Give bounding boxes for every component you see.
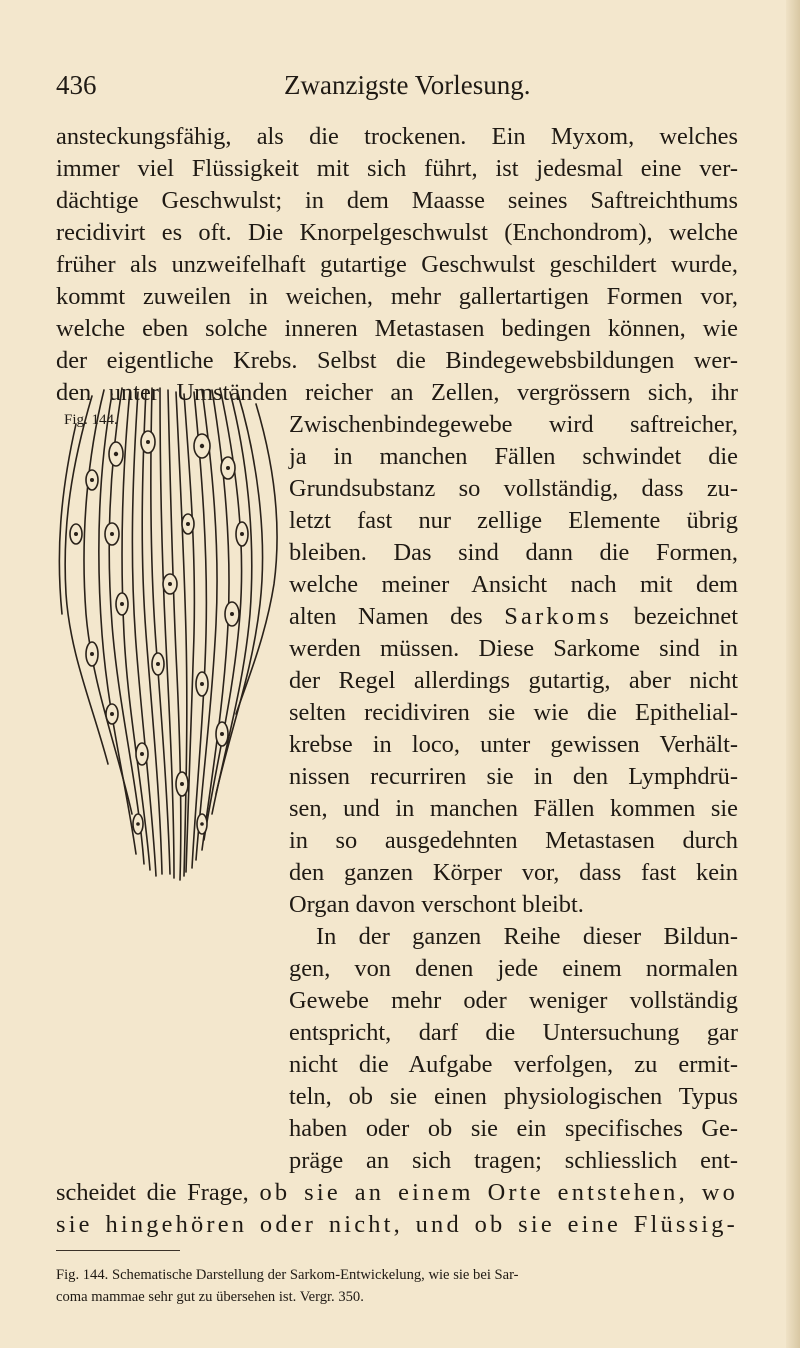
page-number: 436 — [56, 70, 97, 100]
text-line: ansteckungsfähig, als die trockenen. Ein Myxom, welches — [56, 123, 738, 150]
text-line: letzt fast nur zellige Elemente übrig — [289, 507, 738, 534]
text-line-emphasized: sie hingehören oder nicht, und ob sie eine Flüssig- — [56, 1211, 738, 1238]
text-line: Gewebe mehr oder weniger vollständig — [289, 987, 738, 1014]
text-line: gen, von denen jede einem normalen — [289, 955, 738, 982]
figure-caption-line: coma mammae sehr gut zu übersehen ist. Vergr. 350. — [56, 1289, 364, 1305]
text-line: selten recidiviren sie wie die Epithelial- — [289, 699, 738, 726]
figure-label: Fig. 144. — [64, 412, 118, 428]
text-line: entspricht, darf die Untersuchung gar — [289, 1019, 738, 1046]
text-line: nissen recurriren sie in den Lymphdrü- — [289, 763, 738, 790]
text-line: recidivirt es oft. Die Knorpelgeschwulst (Enchondrom), welche — [56, 219, 738, 246]
text-line: Organ davon verschont bleibt. — [289, 891, 584, 918]
text-line: kommt zuweilen in weichen, mehr gallertartigen Formen vor, — [56, 283, 738, 310]
text-line: immer viel Flüssigkeit mit sich führt, ist jedesmal eine ver- — [56, 155, 738, 182]
text-line: bleiben. Das sind dann die Formen, — [289, 539, 738, 566]
text-line: werden müssen. Diese Sarkome sind in — [289, 635, 738, 662]
text-line: In der ganzen Reihe dieser Bildun- — [316, 923, 738, 950]
text-segment: bezeichnet — [633, 603, 738, 630]
text-line: den unter Umständen reicher an Zellen, vergrössern sich, ihr — [56, 379, 738, 406]
text-line-frage — [56, 1178, 738, 1208]
emphasized-text: ob sie an einem Orte entstehen, wo — [259, 1179, 738, 1206]
text-line: in so ausgedehnten Metastasen durch — [289, 827, 738, 854]
text-line: dächtige Geschwulst; in dem Maasse seines Saftreichthums — [56, 187, 738, 214]
sarcoma-figure-illustration — [52, 384, 284, 884]
text-line: welche eben solche inneren Metastasen bedingen können, wie — [56, 315, 738, 342]
footnote-rule — [56, 1250, 180, 1251]
text-line: sen, und in manchen Fällen kommen sie — [289, 795, 738, 822]
text-line: welche meiner Ansicht nach mit dem — [289, 571, 738, 598]
text-line: Zwischenbindegewebe wird saftreicher, — [289, 411, 738, 438]
text-segment: alten Namen des — [289, 603, 483, 630]
text-line: der eigentliche Krebs. Selbst die Bindegewebsbildungen wer- — [56, 347, 738, 374]
page-edge — [786, 0, 800, 1348]
text-line: haben oder ob sie ein specifisches Ge- — [289, 1115, 738, 1142]
text-line: Grundsubstanz so vollständig, dass zu- — [289, 475, 738, 502]
emphasized-term: Sarkoms — [504, 603, 613, 630]
text-line: teln, ob sie einen physiologischen Typus — [289, 1083, 738, 1110]
text-line: früher als unzweifelhaft gutartige Geschwulst geschildert wurde, — [56, 251, 738, 278]
text-line: präge an sich tragen; schliesslich ent- — [289, 1147, 738, 1174]
figure-caption-line: Fig. 144. Schematische Darstellung der Sarkom-Entwickelung, wie sie bei Sar- — [56, 1267, 519, 1283]
text-line: der Regel allerdings gutartig, aber nicht — [289, 667, 738, 694]
text-line: den ganzen Körper vor, dass fast kein — [289, 859, 738, 886]
running-title: Zwanzigste Vorlesung. — [284, 70, 531, 100]
running-head — [56, 70, 706, 106]
text-line: nicht die Aufgabe verfolgen, zu ermit- — [289, 1051, 738, 1078]
text-line-sarkoms — [289, 602, 738, 632]
text-segment: scheidet die Frage, — [56, 1179, 249, 1206]
text-line: ja in manchen Fällen schwindet die — [289, 443, 738, 470]
text-line: krebse in loco, unter gewissen Verhält- — [289, 731, 738, 758]
